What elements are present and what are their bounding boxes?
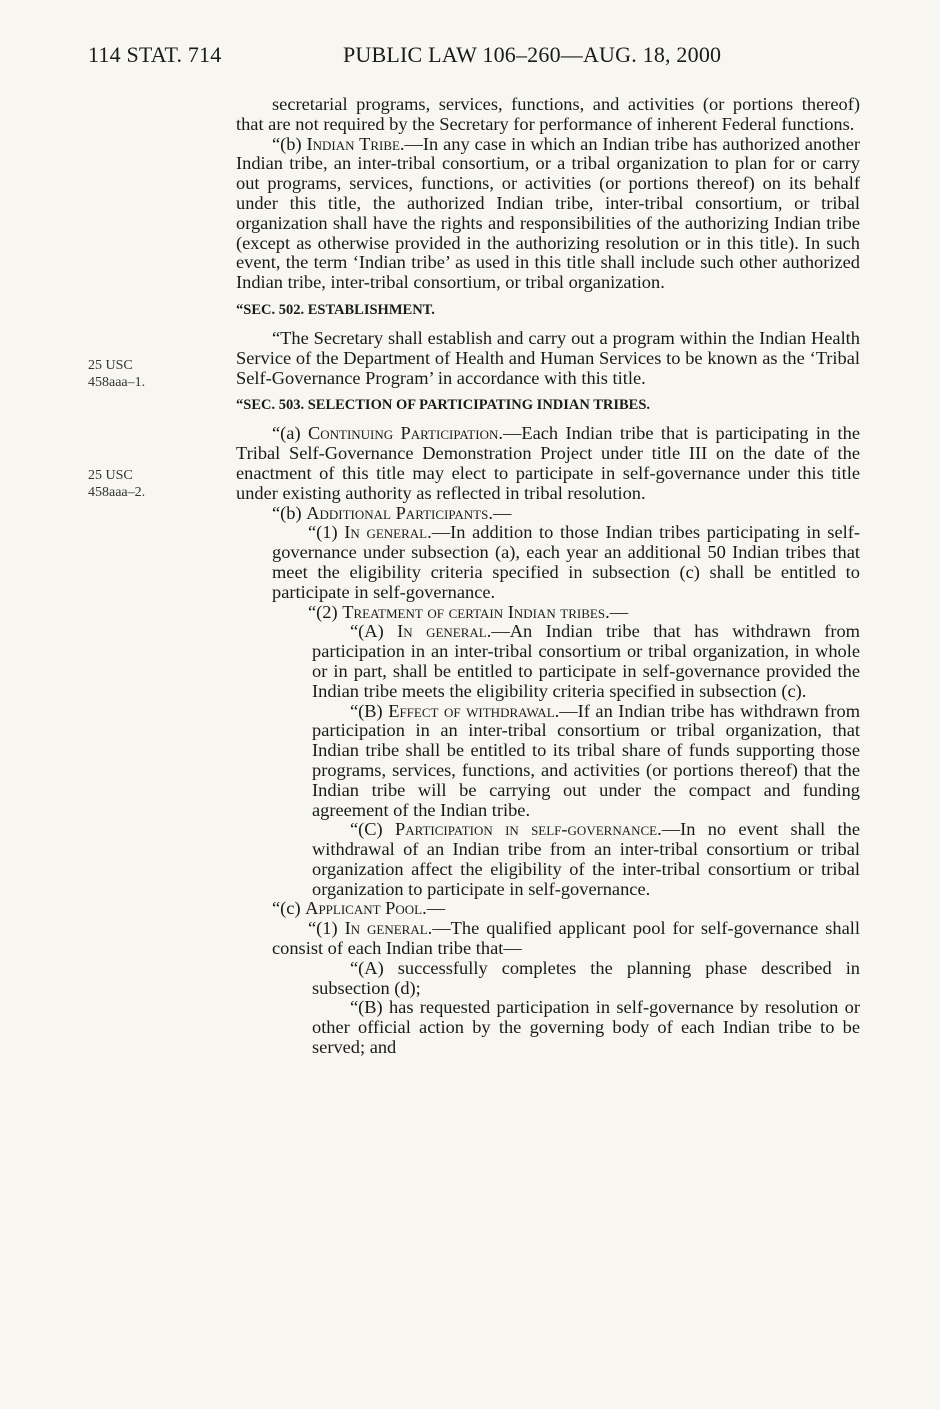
subparagraph-heading: In general. bbox=[397, 621, 492, 642]
section-heading-502: “SEC. 502. ESTABLISHMENT. bbox=[236, 301, 435, 318]
subparagraph-text: —An Indian tribe that has withdrawn from participation in an inter-tribal consortium or tribal organization, in whole or in part, shall be entitled to participate in self-governance provided the Indian tribe meets the eligibility criteria specified in subsection (c). bbox=[312, 621, 860, 701]
paragraph-text: — bbox=[609, 601, 629, 622]
subparagraph-lead: “(B) bbox=[350, 700, 389, 721]
subparagraph-heading: Participation in self-governance. bbox=[394, 819, 662, 840]
paragraph: “The Secretary shall establish and carry out a program within the Indian Health Service of the Department of Health and Human Services to be known as the ‘Tribal Self-Governance Program’ in accordance with this title. bbox=[236, 327, 860, 388]
paragraph-heading: Treatment of certain Indian tribes. bbox=[342, 601, 610, 622]
subsection-text: —Each Indian tribe that is participating in the Tribal Self-Governance Demonstration Project under title III on the date of the enactment of this title may elect to participate in self-governance under this title under existing authority as reflected in tribal resolution. bbox=[236, 423, 861, 503]
subparagraph-heading: Effect of withdrawal. bbox=[388, 700, 560, 721]
document-body bbox=[236, 95, 860, 1058]
paragraph-c1 bbox=[236, 919, 860, 959]
paragraph-subsection-b-header bbox=[236, 504, 860, 524]
margin-citation-line: 25 USC bbox=[88, 358, 133, 373]
subparagraph-cA: “(A) successfully completes the planning phase described in subsection (d); bbox=[312, 957, 860, 998]
margin-citation-line: 458aaa–2. bbox=[88, 485, 146, 500]
subparagraph-bC bbox=[236, 820, 860, 899]
paragraph-subsection-a bbox=[236, 424, 860, 503]
section-heading-503: “SEC. 503. SELECTION OF PARTICIPATING INDIAN TRIBES. bbox=[236, 397, 651, 414]
subparagraph-lead: “(A) bbox=[350, 621, 398, 642]
subparagraph-cB: “(B) has requested participation in self-governance by resolution or other official action by the governing body of each Indian tribe to be served; and bbox=[312, 997, 860, 1058]
paragraph-heading: In general. bbox=[344, 522, 432, 543]
subsection-lead: “(a) bbox=[272, 423, 308, 444]
paragraph-text: —In addition to those Indian tribes participating in self-governance under subsection (a), each year an additional 50 Indian tribes that meet the eligibility criteria specified in subsection (c) shall be entitled to participate in self-governance. bbox=[272, 522, 860, 602]
subsection-text: — bbox=[492, 502, 512, 523]
paragraph-text: —The qualified applicant pool for self-governance shall consist of each Indian tribe that— bbox=[272, 918, 860, 959]
paragraph-b1 bbox=[236, 523, 860, 602]
subparagraph-bB bbox=[236, 702, 860, 821]
paragraph-lead: “(1) bbox=[308, 918, 345, 939]
margin-citation-501 bbox=[88, 357, 145, 391]
margin-citation-503 bbox=[88, 467, 145, 501]
running-title: PUBLIC LAW 106–260—AUG. 18, 2000 bbox=[343, 42, 722, 67]
paragraph-heading: In general. bbox=[344, 918, 433, 939]
subparagraph-bA bbox=[236, 622, 860, 701]
subsection-heading: Indian Tribe. bbox=[306, 133, 405, 154]
paragraph-subsection-c-header bbox=[236, 899, 860, 919]
margin-citation-line: 25 USC bbox=[88, 468, 133, 483]
subsection-lead: “(b) bbox=[272, 502, 307, 523]
page-reference: 114 STAT. 714 bbox=[88, 42, 222, 67]
paragraph-subsection-b bbox=[236, 135, 860, 293]
subsection-text: — bbox=[426, 898, 446, 919]
margin-citation-line: 458aaa–1. bbox=[88, 375, 146, 390]
paragraph-b2 bbox=[236, 603, 860, 623]
subsection-text: —In any case in which an Indian tribe has authorized another Indian tribe, an inter-tribal consortium, or a tribal organization to plan for or carry out programs, services, functions, or activities (or portions thereof) on its behalf under this title, the authorized Indian tribe, inter-tribal consortium, or tribal organization shall have the rights and responsibilities of the authorizing Indian tribe (except as otherwise provided in the authorizing resolution or in this title). In such event, the term ‘Indian tribe’ as used in this title shall include such other authorized Indian tribe, inter-tribal consortium, or tribal organization. bbox=[236, 133, 860, 293]
subparagraph-text: —If an Indian tribe has withdrawn from participation in an inter-tribal consortium or tribal organization, that Indian tribe shall be entitled to its tribal share of funds supporting those programs, services, functions, and activities (or portions thereof) that the Indian tribe will be carrying out under the compact and funding agreement of the Indian tribe. bbox=[312, 700, 861, 820]
subsection-lead: “(b) bbox=[272, 133, 307, 154]
paragraph: secretarial programs, services, functions, and activities (or portions thereof) that are not required by the Secretary for performance of inherent Federal functions. bbox=[236, 94, 860, 134]
subparagraph-lead: “(C) bbox=[350, 819, 395, 840]
subsection-heading: Continuing Participation. bbox=[307, 423, 503, 444]
subsection-heading: Applicant Pool. bbox=[305, 898, 427, 919]
paragraph-lead: “(1) bbox=[308, 522, 345, 543]
subsection-heading: Additional Participants. bbox=[306, 502, 493, 523]
subparagraph-text: —In no event shall the withdrawal of an Indian tribe from an inter-tribal consortium or tribal organization affect the eligibility of the inter-tribal consortium or tribal organization to participate in self-governance. bbox=[312, 819, 860, 899]
subsection-lead: “(c) bbox=[272, 898, 306, 919]
paragraph-lead: “(2) bbox=[308, 601, 343, 622]
